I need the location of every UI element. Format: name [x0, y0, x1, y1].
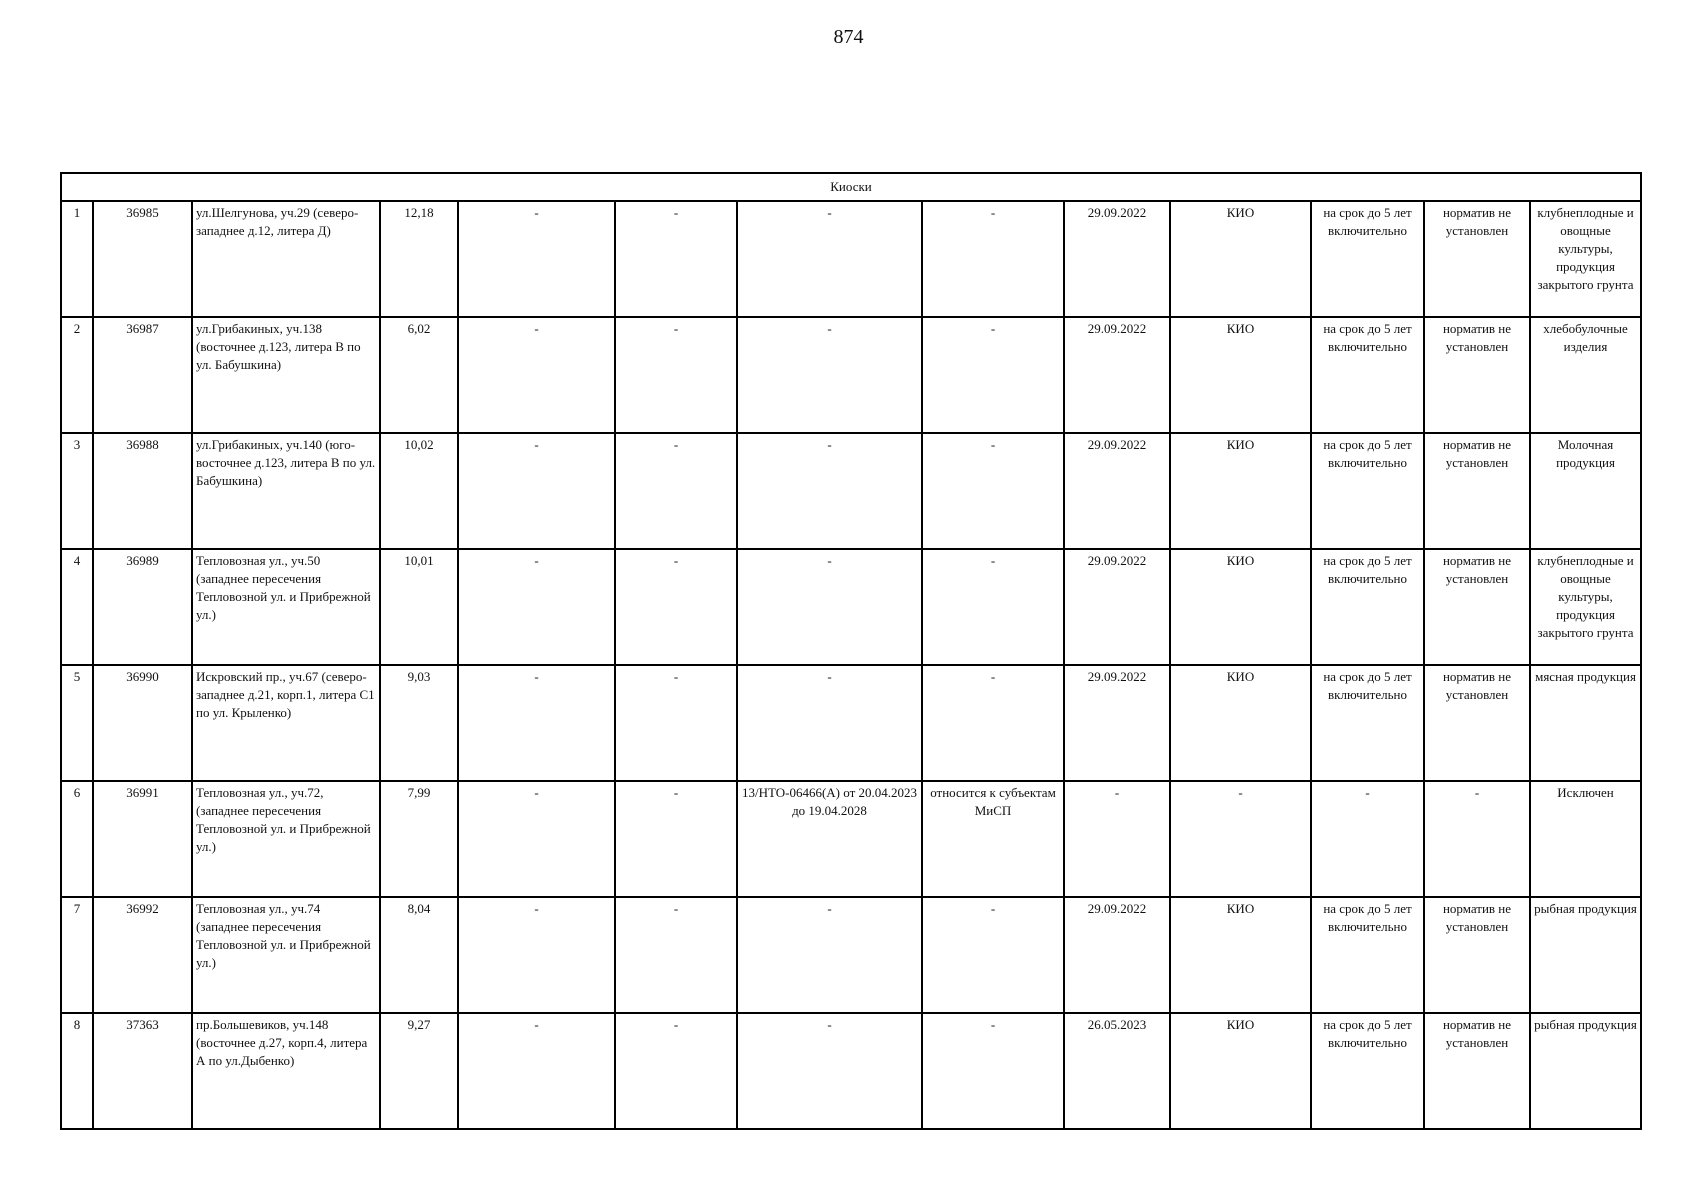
object-id-cell: 36988	[93, 433, 192, 549]
col5-value-cell: -	[458, 201, 615, 317]
placement-term-cell: на срок до 5 лет включительно	[1311, 201, 1424, 317]
object-id-cell: 36990	[93, 665, 192, 781]
row-number-cell: 8	[61, 1013, 93, 1129]
contract-info-cell: -	[737, 433, 922, 549]
object-id-cell: 37363	[93, 1013, 192, 1129]
area-cell: 8,04	[380, 897, 458, 1013]
subject-status-cell: -	[922, 433, 1064, 549]
col5-value-cell: -	[458, 549, 615, 665]
address-cell: Тепловозная ул., уч.72, (западнее пересечения Тепловозной ул. и Прибрежной ул.)	[192, 781, 380, 897]
address-cell: Тепловозная ул., уч.50 (западнее пересечения Тепловозной ул. и Прибрежной ул.)	[192, 549, 380, 665]
row-number-cell: 4	[61, 549, 93, 665]
row-number-cell: 1	[61, 201, 93, 317]
col5-value-cell: -	[458, 781, 615, 897]
specialization-cell: мясная продукция	[1530, 665, 1641, 781]
table-row	[61, 665, 1641, 781]
area-cell: 7,99	[380, 781, 458, 897]
row-number-cell: 3	[61, 433, 93, 549]
placement-term-cell: на срок до 5 лет включительно	[1311, 549, 1424, 665]
col6-value-cell: -	[615, 665, 737, 781]
subject-status-cell: -	[922, 549, 1064, 665]
section-title: Киоски	[61, 173, 1641, 201]
object-id-cell: 36989	[93, 549, 192, 665]
col5-value-cell: -	[458, 433, 615, 549]
norm-value-cell: -	[1424, 781, 1530, 897]
norm-value-cell: норматив не установлен	[1424, 433, 1530, 549]
col6-value-cell: -	[615, 781, 737, 897]
table-row	[61, 549, 1641, 665]
col5-value-cell: -	[458, 897, 615, 1013]
table-row	[61, 1013, 1641, 1129]
area-cell: 9,03	[380, 665, 458, 781]
contract-info-cell: -	[737, 897, 922, 1013]
table-row	[61, 781, 1641, 897]
contract-info-cell: -	[737, 1013, 922, 1129]
decision-date-cell: 29.09.2022	[1064, 201, 1170, 317]
placement-term-cell: на срок до 5 лет включительно	[1311, 665, 1424, 781]
contract-info-cell: -	[737, 665, 922, 781]
specialization-cell: Молочная продукция	[1530, 433, 1641, 549]
specialization-cell: клубнеплодные и овощные культуры, продукция закрытого грунта	[1530, 201, 1641, 317]
address-cell: Искровский пр., уч.67 (северо-западнее д.21, корп.1, литера С1 по ул. Крыленко)	[192, 665, 380, 781]
specialization-cell: Исключен	[1530, 781, 1641, 897]
decision-date-cell: -	[1064, 781, 1170, 897]
organization-cell: КИО	[1170, 897, 1311, 1013]
row-number-cell: 2	[61, 317, 93, 433]
norm-value-cell: норматив не установлен	[1424, 317, 1530, 433]
col6-value-cell: -	[615, 201, 737, 317]
organization-cell: КИО	[1170, 317, 1311, 433]
table-row	[61, 897, 1641, 1013]
specialization-cell: рыбная продукция	[1530, 1013, 1641, 1129]
subject-status-cell: относится к субъектам МиСП	[922, 781, 1064, 897]
object-id-cell: 36985	[93, 201, 192, 317]
table-row	[61, 317, 1641, 433]
col6-value-cell: -	[615, 317, 737, 433]
decision-date-cell: 29.09.2022	[1064, 317, 1170, 433]
area-cell: 6,02	[380, 317, 458, 433]
row-number-cell: 5	[61, 665, 93, 781]
subject-status-cell: -	[922, 665, 1064, 781]
subject-status-cell: -	[922, 201, 1064, 317]
contract-info-cell: 13/НТО-06466(А) от 20.04.2023 до 19.04.2028	[737, 781, 922, 897]
contract-info-cell: -	[737, 201, 922, 317]
placement-term-cell: на срок до 5 лет включительно	[1311, 317, 1424, 433]
col6-value-cell: -	[615, 1013, 737, 1129]
decision-date-cell: 29.09.2022	[1064, 897, 1170, 1013]
table-row	[61, 433, 1641, 549]
organization-cell: КИО	[1170, 665, 1311, 781]
contract-info-cell: -	[737, 317, 922, 433]
organization-cell: КИО	[1170, 1013, 1311, 1129]
subject-status-cell: -	[922, 317, 1064, 433]
norm-value-cell: норматив не установлен	[1424, 201, 1530, 317]
address-cell: ул.Шелгунова, уч.29 (северо-западнее д.12, литера Д)	[192, 201, 380, 317]
placement-term-cell: на срок до 5 лет включительно	[1311, 433, 1424, 549]
col6-value-cell: -	[615, 549, 737, 665]
placement-term-cell: на срок до 5 лет включительно	[1311, 897, 1424, 1013]
norm-value-cell: норматив не установлен	[1424, 897, 1530, 1013]
area-cell: 9,27	[380, 1013, 458, 1129]
object-id-cell: 36992	[93, 897, 192, 1013]
specialization-cell: рыбная продукция	[1530, 897, 1641, 1013]
address-cell: ул.Грибакиных, уч.138 (восточнее д.123, литера В по ул. Бабушкина)	[192, 317, 380, 433]
decision-date-cell: 26.05.2023	[1064, 1013, 1170, 1129]
address-cell: пр.Большевиков, уч.148 (восточнее д.27, корп.4, литера А по ул.Дыбенко)	[192, 1013, 380, 1129]
area-cell: 10,02	[380, 433, 458, 549]
norm-value-cell: норматив не установлен	[1424, 665, 1530, 781]
col6-value-cell: -	[615, 897, 737, 1013]
placement-term-cell: на срок до 5 лет включительно	[1311, 1013, 1424, 1129]
norm-value-cell: норматив не установлен	[1424, 549, 1530, 665]
specialization-cell: клубнеплодные и овощные культуры, продукция закрытого грунта	[1530, 549, 1641, 665]
contract-info-cell: -	[737, 549, 922, 665]
object-id-cell: 36987	[93, 317, 192, 433]
subject-status-cell: -	[922, 897, 1064, 1013]
area-cell: 12,18	[380, 201, 458, 317]
table-row	[61, 201, 1641, 317]
specialization-cell: хлебобулочные изделия	[1530, 317, 1641, 433]
section-header-row	[61, 173, 1641, 201]
row-number-cell: 6	[61, 781, 93, 897]
col5-value-cell: -	[458, 317, 615, 433]
decision-date-cell: 29.09.2022	[1064, 549, 1170, 665]
subject-status-cell: -	[922, 1013, 1064, 1129]
organization-cell: КИО	[1170, 201, 1311, 317]
decision-date-cell: 29.09.2022	[1064, 433, 1170, 549]
decision-date-cell: 29.09.2022	[1064, 665, 1170, 781]
page-number: 874	[833, 26, 864, 48]
placement-term-cell: -	[1311, 781, 1424, 897]
address-cell: ул.Грибакиных, уч.140 (юго-восточнее д.123, литера В по ул. Бабушкина)	[192, 433, 380, 549]
organization-cell: КИО	[1170, 433, 1311, 549]
col5-value-cell: -	[458, 665, 615, 781]
address-cell: Тепловозная ул., уч.74 (западнее пересечения Тепловозной ул. и Прибрежной ул.)	[192, 897, 380, 1013]
area-cell: 10,01	[380, 549, 458, 665]
col5-value-cell: -	[458, 1013, 615, 1129]
row-number-cell: 7	[61, 897, 93, 1013]
organization-cell: -	[1170, 781, 1311, 897]
norm-value-cell: норматив не установлен	[1424, 1013, 1530, 1129]
object-id-cell: 36991	[93, 781, 192, 897]
kiosk-registry-table	[60, 172, 1642, 1130]
organization-cell: КИО	[1170, 549, 1311, 665]
col6-value-cell: -	[615, 433, 737, 549]
